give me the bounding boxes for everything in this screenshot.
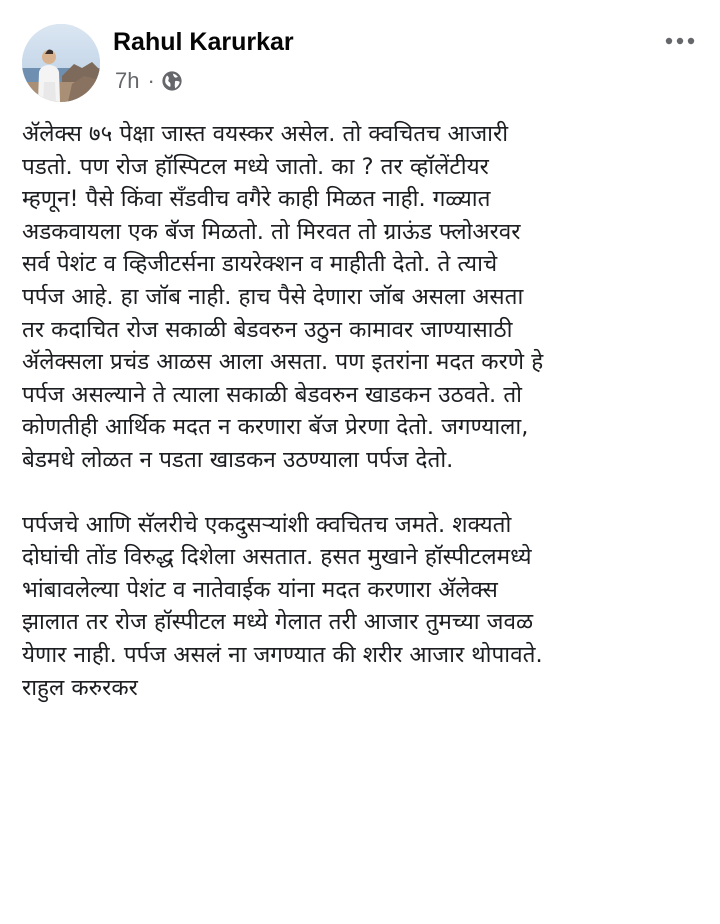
- post-text: [22, 118, 702, 704]
- text-line: पर्पजचे आणि सॅलरीचे एकदुसऱ्यांशी क्वचितच जमते. शक्यतो: [22, 511, 512, 538]
- signature: राहुल करुरकर: [22, 674, 138, 701]
- text-line: कोणतीही आर्थिक मदत न करणारा बॅज प्रेरणा देतो. जगण्याला,: [22, 414, 529, 441]
- text-line: अडकवायला एक बॅज मिळतो. तो मिरवत तो ग्राऊंड फ्लोअरवर: [22, 218, 521, 245]
- globe-icon[interactable]: [161, 70, 183, 92]
- text-line: पडतो. पण रोज हॉस्पिटल मध्ये जातो. का ? तर व्हॉलेंटीयर: [22, 153, 489, 180]
- meta-separator: ·: [147, 68, 155, 93]
- text-line: तर कदाचित रोज सकाळी बेडवरुन उठुन कामावर जाण्यासाठी: [22, 316, 513, 343]
- post-meta: [115, 68, 183, 94]
- text-line: येणार नाही. पर्पज असलं ना जगण्यात की शरीर आजार थोपावते.: [22, 641, 543, 668]
- text-line: दोघांची तोंड विरुद्ध दिशेला असतात. हसत मुखाने हॉस्पीटलमध्ये: [22, 544, 532, 571]
- paragraph-2: [22, 509, 702, 705]
- text-line: पर्पज असल्याने ते त्याला सकाळी बेडवरुन खाडकन उठवते. तो: [22, 381, 522, 408]
- text-line: बेडमधे लोळत न पडता खाडकन उठण्याला पर्पज देतो.: [22, 446, 454, 473]
- more-options-button[interactable]: [662, 26, 698, 56]
- text-line: भांबावलेल्या पेशंट व नातेवाईक यांना मदत करणारा ॲलेक्स: [22, 576, 498, 603]
- paragraph-gap: [22, 477, 702, 509]
- text-line: झालात तर रोज हॉस्पीटल मध्ये गेलात तरी आजार तुमच्या जवळ: [22, 609, 534, 636]
- text-line: ॲलेक्स ७५ पेक्षा जास्त वयस्कर असेल. तो क्वचितच आजारी: [22, 121, 509, 147]
- post-header: [22, 24, 698, 104]
- post-time[interactable]: 7h: [115, 68, 140, 93]
- text-line: सर्व पेशंट व व्हिजीटर्सना डायरेक्शन व माहीती देतो. ते त्याचे: [22, 251, 498, 278]
- author-name[interactable]: Rahul Karurkar: [113, 28, 294, 56]
- more-dots-icon: [665, 37, 695, 45]
- paragraph-1: [22, 118, 702, 477]
- avatar-photo: [22, 24, 100, 102]
- text-line: ॲलेक्सला प्रचंड आळस आला असता. पण इतरांना मदत करणे हे: [22, 349, 544, 376]
- avatar[interactable]: [22, 24, 100, 102]
- text-line: पर्पज आहे. हा जॉब नाही. हाच पैसे देणारा जॉब असला असता: [22, 283, 524, 310]
- text-line: म्हणून! पैसे किंवा सँडवीच वगैरे काही मिळत नाही. गळ्यात: [22, 186, 491, 213]
